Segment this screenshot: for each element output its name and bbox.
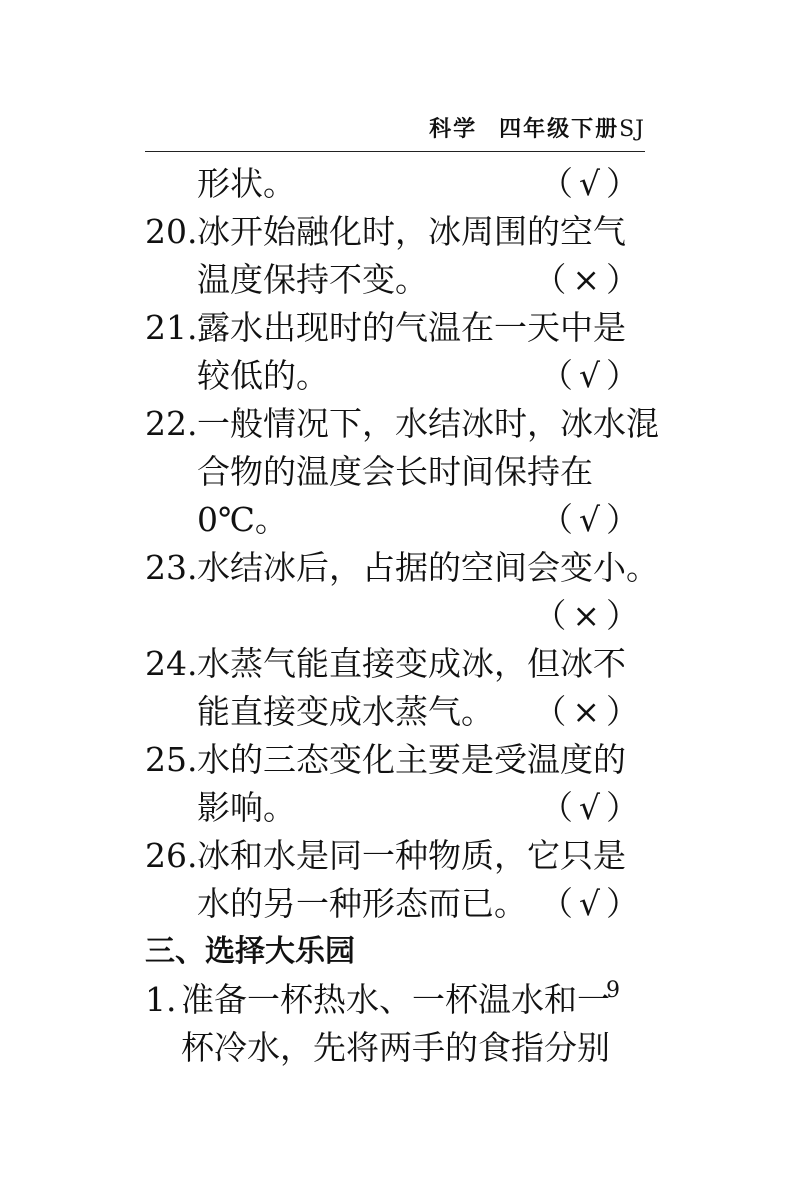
- header-rule: [145, 151, 645, 152]
- item-number: 26.: [145, 836, 198, 875]
- page-number: 9: [606, 978, 620, 1003]
- item-22-line-3: 0℃。 （√）: [145, 496, 645, 544]
- question-number: 1.: [145, 980, 177, 1019]
- question-1-line-1: 1. 准备一杯热水、一杯温水和一: [145, 976, 645, 1024]
- answer-mark: （×）: [533, 596, 645, 635]
- item-21-line-1: 21.露水出现时的气温在一天中是: [145, 304, 645, 352]
- answer-mark: （√）: [539, 356, 645, 395]
- answer-mark: （√）: [539, 884, 645, 923]
- item-20-line-2: 温度保持不变。 （×）: [145, 256, 645, 304]
- header-edition: SJ: [619, 117, 645, 142]
- item-number: 22.: [145, 404, 198, 443]
- item-number: 21.: [145, 308, 198, 347]
- item-21-line-2: 较低的。 （√）: [145, 352, 645, 400]
- item-number: 25.: [145, 740, 198, 779]
- item-24-line-2: 能直接变成水蒸气。 （×）: [145, 688, 645, 736]
- item-25-line-1: 25.水的三态变化主要是受温度的: [145, 736, 645, 784]
- answer-mark: （×）: [533, 260, 645, 299]
- item-26-line-2: 水的另一种形态而已。 （√）: [145, 880, 645, 928]
- answer-mark: （√）: [539, 788, 645, 827]
- item-23-line-2: [145, 592, 645, 640]
- page-content: [145, 160, 659, 1072]
- item-number: 23.: [145, 548, 198, 587]
- item-19-line-1: 形状。 （√）: [145, 160, 645, 208]
- answer-mark: （√）: [539, 164, 645, 203]
- item-26-line-1: 26.冰和水是同一种物质，它只是: [145, 832, 645, 880]
- item-24-line-1: 24.水蒸气能直接变成冰，但冰不: [145, 640, 645, 688]
- running-header: [145, 112, 645, 143]
- section-heading: 三、选择大乐园: [145, 934, 355, 969]
- item-number: 20.: [145, 212, 198, 251]
- header-grade: 四年级下册: [499, 117, 620, 142]
- item-25-line-2: 影响。 （√）: [145, 784, 645, 832]
- question-1-line-2: 杯冷水，先将两手的食指分别: [181, 1028, 610, 1067]
- item-number: 24.: [145, 644, 198, 683]
- item-23-line-1: 23.水结冰后，占据的空间会变小。: [145, 544, 645, 592]
- header-subject: 科学: [429, 117, 478, 142]
- answer-mark: （×）: [533, 692, 645, 731]
- answer-mark: （√）: [539, 500, 645, 539]
- item-22-line-2: 合物的温度会长时间保持在: [197, 452, 593, 491]
- item-22-line-1: 22.一般情况下，水结冰时，冰水混: [145, 400, 645, 448]
- item-20-line-1: 20.冰开始融化时，冰周围的空气: [145, 208, 645, 256]
